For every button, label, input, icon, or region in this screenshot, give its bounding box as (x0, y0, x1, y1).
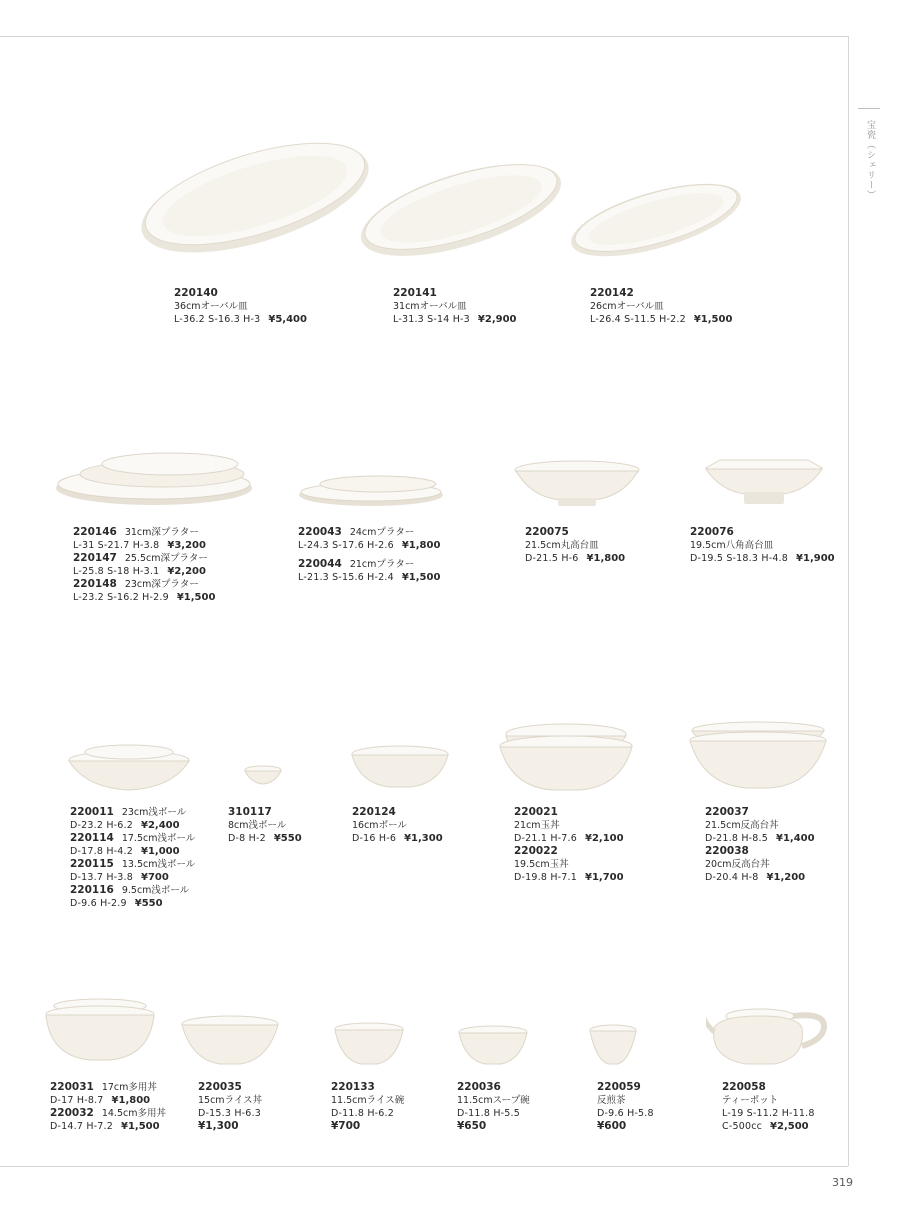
product-name: 19.5cm玉丼 (514, 859, 569, 870)
rice-bowl-image (333, 1020, 405, 1068)
product-310117 (228, 806, 302, 845)
side-section-label: 宝瓷（シェリー） (865, 120, 875, 200)
product-code: 220147 (73, 552, 117, 564)
product-code: 220148 (73, 578, 117, 590)
product-code: 220035 (198, 1081, 242, 1093)
product-price: ¥550 (273, 833, 302, 844)
product-dims: L-19 S-11.2 H-11.8 (722, 1108, 815, 1119)
product-dims: L-25.8 S-18 H-3.1 (73, 566, 160, 577)
page-frame-top (0, 36, 848, 37)
product-dims: D-19.8 H-7.1 (514, 872, 577, 883)
product-price: ¥1,200 (766, 872, 806, 883)
rice-donburi-image (180, 1012, 280, 1068)
product-name: 21cmプラター (349, 559, 415, 570)
product-dims: D-17 H-8.7 (50, 1095, 104, 1106)
product-code: 220021 (514, 806, 558, 818)
product-code: 220032 (50, 1107, 94, 1119)
deep-platter-set-image (52, 440, 257, 510)
product-dims: D-21.5 H-6 (525, 553, 579, 564)
product-group-deep-platter (73, 526, 215, 604)
product-220035 (198, 1081, 262, 1133)
product-group-reverse-foot-donburi (705, 806, 815, 884)
product-price: ¥650 (457, 1120, 487, 1132)
product-dims: L-31 S-21.7 H-3.8 (73, 540, 160, 551)
product-price: ¥700 (331, 1120, 361, 1132)
multipurpose-donburi-set-image (44, 994, 156, 1068)
product-dims: L-31.3 S-14 H-3 (393, 314, 470, 325)
tama-donburi-set-image (498, 712, 634, 796)
product-price: ¥1,300 (198, 1120, 239, 1132)
product-price: ¥1,900 (796, 553, 835, 564)
product-code: 220038 (705, 845, 749, 857)
product-price: ¥1,700 (585, 872, 624, 883)
product-code: 220124 (352, 806, 396, 818)
product-name: 19.5cm八角高台皿 (690, 540, 774, 551)
product-code: 220133 (331, 1081, 375, 1093)
product-dims: D-16 H-6 (352, 833, 397, 844)
product-220140 (174, 287, 307, 326)
product-dims: L-26.4 S-11.5 H-2.2 (590, 314, 686, 325)
product-capacity: C-500cc (722, 1121, 763, 1132)
product-220058 (722, 1081, 815, 1133)
product-name: 17.5cm浅ボール (121, 833, 196, 844)
product-name: 21.5cm反高台丼 (705, 820, 779, 831)
product-name: 24cmプラター (349, 527, 415, 538)
product-group-tama-donburi (514, 806, 624, 884)
product-dims: D-14.7 H-7.2 (50, 1121, 113, 1132)
product-220059 (597, 1081, 654, 1133)
product-code: 220059 (597, 1081, 641, 1093)
product-group-multipurpose-donburi (50, 1081, 166, 1133)
product-220124 (352, 806, 443, 845)
product-code: 220076 (690, 526, 734, 538)
product-dims: D-11.8 H-5.5 (457, 1108, 520, 1119)
product-dims: L-36.2 S-16.3 H-3 (174, 314, 261, 325)
product-code: 220011 (70, 806, 114, 818)
product-price: ¥1,800 (401, 540, 441, 551)
product-dims: L-23.2 S-16.2 H-2.9 (73, 592, 169, 603)
product-code: 220141 (393, 287, 437, 299)
product-name: 31cmオーバル皿 (393, 301, 467, 312)
product-name: 16cmボール (352, 820, 407, 831)
product-price: ¥2,200 (167, 566, 206, 577)
reverse-foot-donburi-set-image (688, 716, 828, 796)
shallow-bowl-set-image (66, 740, 192, 796)
product-dims: D-17.8 H-4.2 (70, 846, 133, 857)
product-price: ¥5,400 (268, 314, 307, 325)
product-price: ¥2,100 (585, 833, 624, 844)
oval-plate-36cm-image (135, 118, 380, 268)
product-price: ¥1,800 (586, 553, 626, 564)
product-dims: L-24.3 S-17.6 H-2.6 (298, 540, 394, 551)
product-code: 220036 (457, 1081, 501, 1093)
product-dims: D-21.1 H-7.6 (514, 833, 577, 844)
product-code: 310117 (228, 806, 272, 818)
product-name: 11.5cmスープ碗 (457, 1095, 530, 1106)
product-name: 21cm玉丼 (514, 820, 560, 831)
product-dims: D-21.8 H-8.5 (705, 833, 768, 844)
product-dims: D-15.3 H-6.3 (198, 1108, 261, 1119)
product-price: ¥2,900 (477, 314, 517, 325)
product-name: 23cm浅ボール (121, 807, 187, 818)
page-number: 319 (832, 1176, 853, 1189)
product-name: 31cm深プラター (124, 527, 199, 538)
product-group-shallow-bowl (70, 806, 195, 910)
product-group-platter (298, 526, 440, 584)
product-price: ¥1,000 (141, 846, 180, 857)
product-dims: D-9.6 H-5.8 (597, 1108, 654, 1119)
product-code: 220142 (590, 287, 634, 299)
product-code: 220031 (50, 1081, 94, 1093)
product-name: 8cm浅ボール (228, 820, 287, 831)
product-dims: L-21.3 S-15.6 H-2.4 (298, 572, 394, 583)
product-name: ティーポット (722, 1095, 779, 1106)
oval-plate-31cm-image (355, 150, 567, 262)
product-name: 13.5cm浅ボール (121, 859, 196, 870)
product-dims: D-8 H-2 (228, 833, 266, 844)
product-dims: D-13.7 H-3.8 (70, 872, 133, 883)
oval-plate-26cm-image (566, 172, 746, 264)
product-price: ¥3,200 (167, 540, 206, 551)
product-name: 26cmオーバル皿 (590, 301, 664, 312)
small-shallow-bowl-image (243, 763, 283, 787)
product-price: ¥600 (597, 1120, 627, 1132)
product-price: ¥1,500 (693, 314, 733, 325)
product-price: ¥1,800 (111, 1095, 151, 1106)
product-code: 220146 (73, 526, 117, 538)
product-name: 17cm多用丼 (101, 1082, 157, 1093)
product-name: 36cmオーバル皿 (174, 301, 248, 312)
product-name: 9.5cm浅ボール (121, 885, 190, 896)
product-code: 220115 (70, 858, 114, 870)
product-price: ¥2,500 (770, 1121, 809, 1132)
product-price: ¥550 (134, 898, 163, 909)
product-dims: D-11.8 H-6.2 (331, 1108, 394, 1119)
product-price: ¥1,500 (401, 572, 441, 583)
product-code: 220058 (722, 1081, 766, 1093)
product-code: 220037 (705, 806, 749, 818)
product-220142 (590, 287, 732, 326)
product-code: 220116 (70, 884, 114, 896)
product-name: 反煎茶 (597, 1095, 626, 1106)
product-dims: D-20.4 H-8 (705, 872, 759, 883)
side-tab-line (858, 108, 880, 109)
product-name: 15cmライス丼 (198, 1095, 263, 1106)
product-code: 220043 (298, 526, 342, 538)
teapot-image (706, 994, 830, 1070)
product-name: 21.5cm丸高台皿 (525, 540, 599, 551)
product-220133 (331, 1081, 404, 1133)
product-code: 220044 (298, 558, 342, 570)
product-name: 11.5cmライス碗 (331, 1095, 405, 1106)
product-code: 220075 (525, 526, 569, 538)
product-code: 220114 (70, 832, 114, 844)
teacup-image (588, 1022, 638, 1068)
page-frame-bottom (0, 1166, 848, 1167)
octagonal-footed-plate-image (700, 456, 828, 510)
product-price: ¥1,400 (776, 833, 815, 844)
product-dims: D-9.6 H-2.9 (70, 898, 127, 909)
product-price: ¥1,500 (121, 1121, 160, 1132)
product-price: ¥700 (141, 872, 169, 883)
product-name: 14.5cm多用丼 (101, 1108, 166, 1119)
product-220076 (690, 526, 835, 565)
product-price: ¥1,300 (404, 833, 443, 844)
product-name: 23cm深プラター (124, 579, 199, 590)
product-name: 25.5cm深プラター (124, 553, 208, 564)
product-220141 (393, 287, 517, 326)
product-name: 20cm反高台丼 (705, 859, 770, 870)
product-dims: D-19.5 S-18.3 H-4.8 (690, 553, 789, 564)
page-frame-right (848, 36, 849, 1166)
product-price: ¥2,400 (141, 820, 180, 831)
round-footed-plate-image (512, 458, 642, 510)
product-dims: D-23.2 H-6.2 (70, 820, 133, 831)
soup-bowl-image (457, 1024, 529, 1068)
platter-set-image (296, 470, 446, 510)
product-price: ¥1,500 (176, 592, 216, 603)
product-220036 (457, 1081, 530, 1133)
bowl-16cm-image (350, 742, 450, 792)
product-220075 (525, 526, 625, 565)
product-code: 220022 (514, 845, 558, 857)
product-code: 220140 (174, 287, 218, 299)
